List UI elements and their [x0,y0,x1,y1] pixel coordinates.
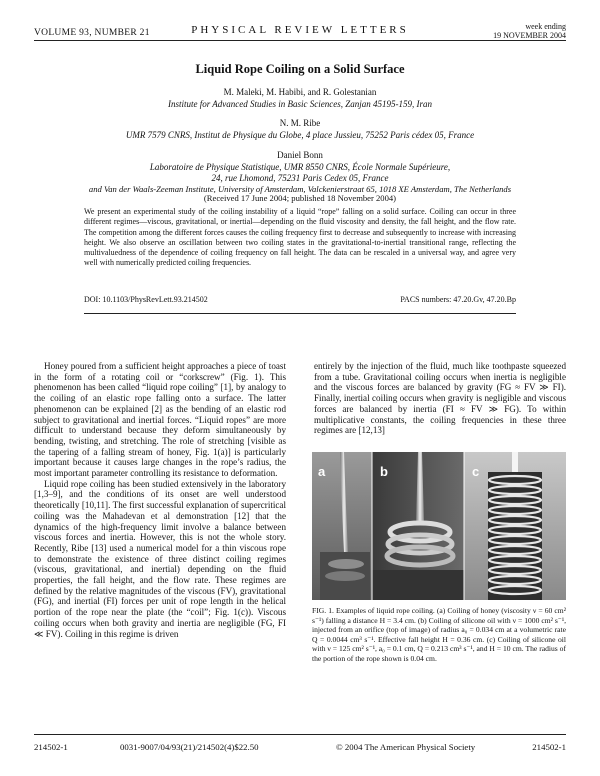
page-number-right: 214502-1 [532,742,566,752]
paper-title: Liquid Rope Coiling on a Solid Surface [195,62,405,76]
panel-b-plate [372,570,464,600]
paragraph-regimes: entirely by the injection of the fluid, much like toothpaste squeezed from a tube. Gravitational coiling occurs when inertia is negligible and the viscous forces are balanced by gravity (FG ≈ FV ≫ FI). Finally, inertial coiling occurs when gravity is negligible and viscous forces are balanced by inertia (FI ≈ FV ≫ FG). To within multiplicative constants, the coiling frequencies in these three regimes are [12,13] [314,361,566,436]
date-label: 19 NOVEMBER 2004 [493,31,566,40]
panel-label-a: a [318,464,326,479]
authors-group-1: M. Maleki, M. Habibi, and R. Golestanian [223,87,377,97]
panel-c-stream [512,452,518,472]
abstract: We present an experimental study of the coiling instability of a liquid “rope” falling on a solid surface. Coiling can occur in three different regimes—viscous, gravitational, or inertial—depending on the fluid viscosity and density, the fall height, and the flow rate. The competition among the different forces causes the coiling frequency first to decrease and subsequently to increase with increasing height. We also observe an oscillation between two coiling states in the gravitational-to-inertial transitional range, reflecting the multivaluedness of the dependence of coiling frequency on fall height. The data can be rescaled in a universal way, and agree very well with numerically predicted coiling frequencies. [84,207,516,268]
panel-label-c: c [472,464,480,479]
authors-group-3: Daniel Bonn [277,150,323,160]
affiliation-3-line-2: 24, rue Lhomond, 75231 Paris Cedex 05, France [211,173,389,183]
right-column [314,361,566,436]
header-rule [34,40,566,41]
issue-date [493,22,566,40]
panel-a-coil-ring [328,559,364,569]
figure-1-caption: FIG. 1. Examples of liquid rope coiling. (a) Coiling of honey (viscosity ν = 60 cm² s⁻¹) falling a distance H = 3.4 cm. (b) Coiling of silicone oil with ν = 1000 cm² s⁻¹, injected from an orifice (top of image) of radius a₀ = 0.034 cm at a volumetric rate Q = 0.0044 cm³ s⁻¹. Effective fall height H = 0.36 cm. (c) Coiling of silicone oil with ν = 125 cm² s⁻¹, a₀ = 0.1 cm, Q = 0.213 cm³ s⁻¹, and H = 10 cm. The radius of the portion of the rope shown is 0.04 cm. [312,606,566,663]
affiliation-2: UMR 7579 CNRS, Institut de Physique du Globe, 4 place Jussieu, 75252 Paris cédex 05, France [125,130,475,140]
left-column [34,361,286,639]
figure-1 [312,452,566,600]
volume-number: VOLUME 93, NUMBER 21 [34,28,150,38]
affiliation-3-line-1: Laboratoire de Physique Statistique, UMR 8550 CNRS, École Normale Supérieure, [149,162,451,172]
paragraph-history: Liquid rope coiling has been studied extensively in the laboratory [1,3–9], and the conditions of its onset are well understood theoretically [10,11]. The first successful explanation of supercritical coiling was the Mahadevan et al demonstration [12] that the dynamics of the high-frequency limit involve a balance between viscous forces and inertia. However, this is not the whole story. Recently, Ribe [13] used a numerical model for a thin viscous rope to demonstrate the existence of three distinct coiling regimes (viscous, gravitational, and inertial) depending on the fluid properties, the fall height, and the flow rate. These regimes are defined by the relative magnitudes of the viscous (FV), gravitational (FG), and inertial (FI) forces per unit of rope length in the helical portion of the rope near the plate (the “coil”; Fig. 1(c)). Viscous coiling occurs when both gravity and inertia are negligible (FG, FI ≪ FV). Coiling in this regime is driven [34,478,286,639]
journal-name: PHYSICAL REVIEW LETTERS [191,24,409,36]
doi: DOI: 10.1103/PhysRevLett.93.214502 [84,295,208,304]
panel-a-coil-ring [325,571,365,581]
abstract-rule [84,313,516,314]
paragraph-intro: Honey poured from a sufficient height approaches a piece of toast in the form of a rotating coil or “corkscrew” (Fig. 1). This phenomenon has been called “liquid rope coiling” [1], by analogy to the coiling of an elastic rope falling onto a surface. The latter phenomenon can be explained [2] as the bending of an elastic rod subject to gravitational and inertial forces. “Liquid ropes” are more difficult to understand because they deform simultaneously by bending, twisting, and stretching. The role of stretching [visible as the tapering of a falling stream of honey, Fig. 1(a)] is particularly important because it causes large changes in the rope’s radius, the most important parameter controlling its resistance to deformation. [34,361,286,479]
panel-label-b: b [380,464,388,479]
figure-1-photos [312,452,566,600]
footer-rule [34,734,566,735]
affiliation-3-line-3: and Van der Waals-Zeeman Institute, University of Amsterdam, Valckenierstraat 65, 1018 XE Amsterdam, The Netherlands [88,184,512,194]
week-ending-label: week ending [525,22,566,31]
copyright: © 2004 The American Physical Society [336,742,476,752]
article-code: 0031-9007/04/93(21)/214502(4)$22.50 [120,742,259,752]
page-number-left: 214502-1 [34,742,68,752]
received-dates: (Received 17 June 2004; published 18 November 2004) [203,193,397,203]
affiliation-1: Institute for Advanced Studies in Basic Sciences, Zanjan 45195-159, Iran [167,99,433,109]
pacs-numbers: PACS numbers: 47.20.Gv, 47.20.Bp [400,295,516,304]
authors-group-2: N. M. Ribe [279,118,321,128]
